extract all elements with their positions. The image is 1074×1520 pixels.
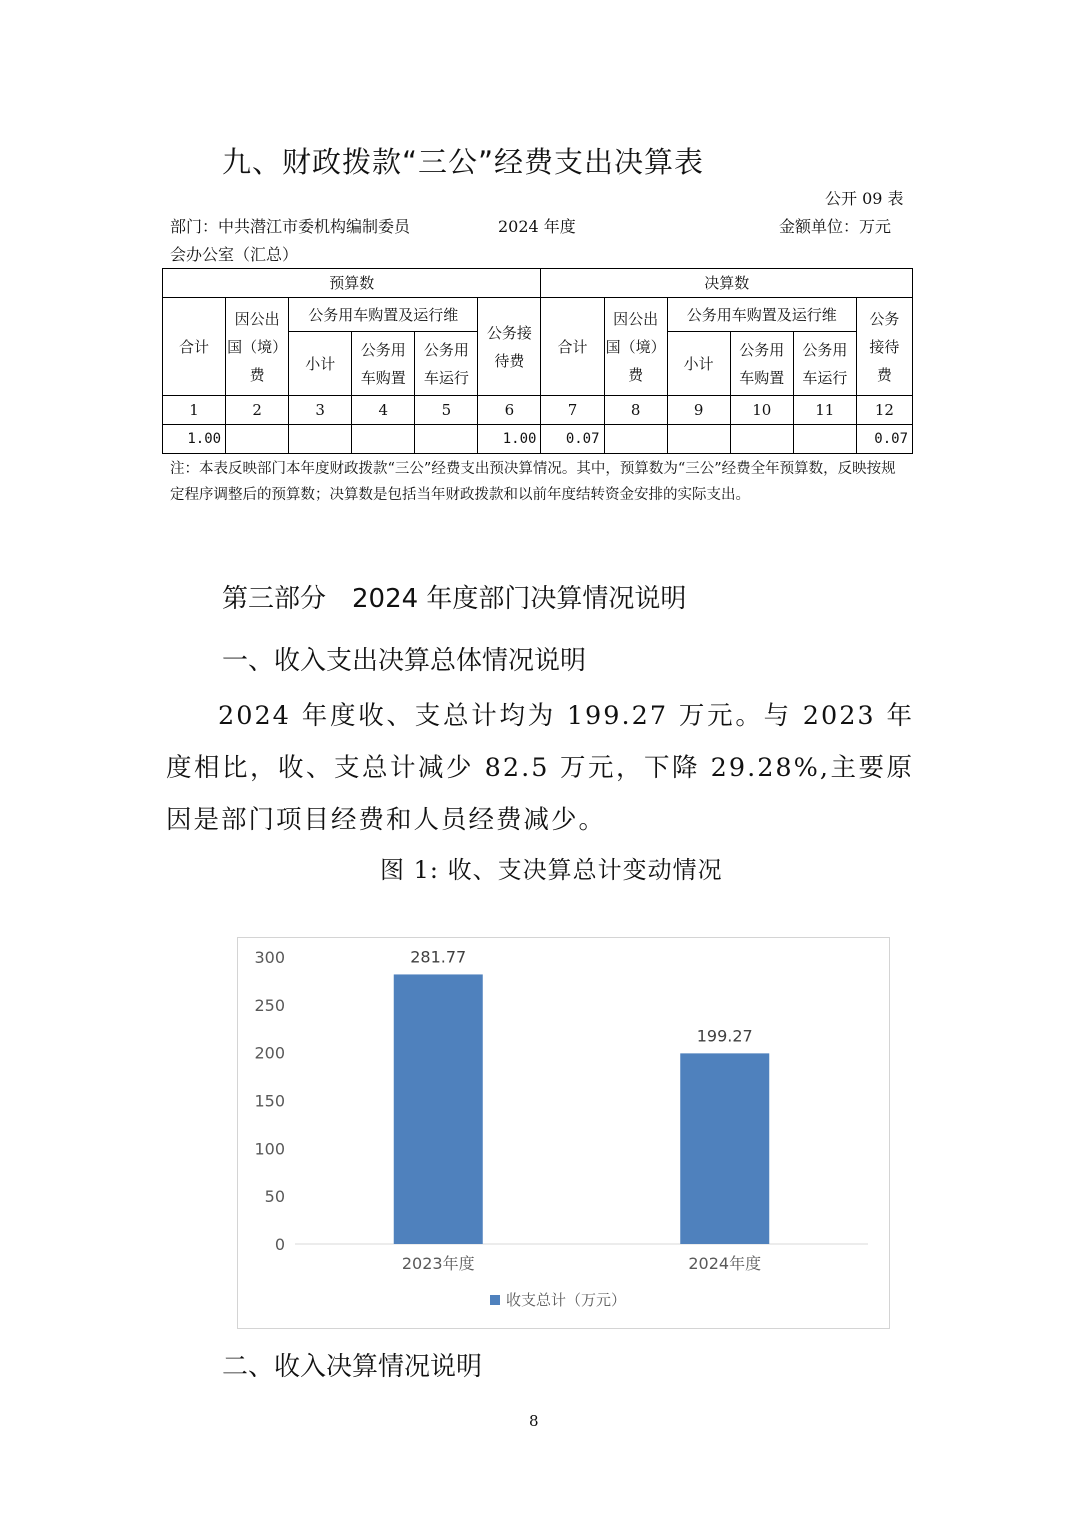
final-running-header bbox=[793, 332, 856, 396]
y-tick-label: 200 bbox=[254, 1043, 285, 1063]
table-cell: 0.07 bbox=[541, 425, 604, 454]
column-number-row bbox=[163, 396, 913, 425]
bar-1 bbox=[394, 974, 483, 1244]
header-line: 公务用 bbox=[360, 340, 406, 359]
budget-group-header: 预算数 bbox=[163, 269, 541, 298]
col-number: 6 bbox=[478, 396, 541, 425]
budget-abroad-header bbox=[226, 298, 289, 396]
budget-subtotal-header: 小计 bbox=[289, 332, 352, 396]
col-number: 10 bbox=[730, 396, 793, 425]
section-two-title: 二、收入决算情况说明 bbox=[222, 1352, 483, 1382]
table-cell: 0.07 bbox=[856, 425, 912, 454]
header-line: 国（境） bbox=[227, 337, 288, 356]
header-line: 费 bbox=[628, 365, 644, 384]
header-line: 费 bbox=[249, 365, 265, 384]
table-row bbox=[163, 425, 913, 454]
col-number: 12 bbox=[856, 396, 912, 425]
budget-purchase-header bbox=[352, 332, 415, 396]
page-number: 8 bbox=[529, 1412, 539, 1430]
col-number: 3 bbox=[289, 396, 352, 425]
col-number: 2 bbox=[226, 396, 289, 425]
y-tick-label: 0 bbox=[274, 1235, 285, 1254]
chart-frame bbox=[237, 937, 890, 1329]
department-line-2: 会办公室（汇总） bbox=[170, 245, 299, 264]
x-tick-label: 2024年度 bbox=[688, 1254, 762, 1273]
department-line-1: 部门：中共潜江市委机构编制委员 bbox=[170, 217, 411, 236]
col-number: 9 bbox=[667, 396, 730, 425]
header-line: 国（境） bbox=[605, 337, 666, 356]
report-year: 2024 年度 bbox=[498, 217, 576, 236]
table-cell: 1.00 bbox=[163, 425, 226, 454]
header-line: 公务用 bbox=[423, 340, 469, 359]
header-line: 公务用 bbox=[802, 340, 848, 359]
header-line: 车运行 bbox=[802, 368, 848, 387]
header-line: 车购置 bbox=[360, 368, 406, 387]
table-cell bbox=[730, 425, 793, 454]
budget-vehicle-header: 公务用车购置及运行维 bbox=[289, 298, 478, 332]
budget-reception-header bbox=[478, 298, 541, 396]
y-tick-label: 300 bbox=[254, 948, 285, 967]
y-tick-label: 100 bbox=[254, 1139, 285, 1159]
data-label: 199.27 bbox=[696, 1026, 753, 1046]
bar-chart bbox=[238, 938, 889, 1328]
header-line: 费 bbox=[876, 365, 892, 384]
table-cell bbox=[667, 425, 730, 454]
budget-total-header: 合计 bbox=[163, 298, 226, 396]
y-tick-label: 250 bbox=[254, 995, 285, 1015]
final-reception-header bbox=[856, 298, 912, 396]
header-line: 车购置 bbox=[739, 368, 785, 387]
table-cell bbox=[604, 425, 667, 454]
col-number: 7 bbox=[541, 396, 604, 425]
header-line: 因公出 bbox=[234, 309, 280, 328]
final-group-header: 决算数 bbox=[541, 269, 913, 298]
section-one-title: 一、收入支出决算总体情况说明 bbox=[222, 646, 587, 676]
final-abroad-header bbox=[604, 298, 667, 396]
col-number: 8 bbox=[604, 396, 667, 425]
section-one-paragraph bbox=[166, 690, 914, 846]
y-tick-label: 50 bbox=[264, 1187, 285, 1207]
figure-caption: 图 1: 收、支决算总计变动情况 bbox=[380, 856, 723, 884]
table-note: 注：本表反映部门本年度财政拨款“三公”经费支出预决算情况。其中，预算数为“三公”经费全年预算数，反映按规定程序调整后的预算数；决算数是包括当年财政拨款和以前年度结转资金安排的实际支出。 bbox=[170, 461, 896, 503]
final-total-header: 合计 bbox=[541, 298, 604, 396]
legend-swatch bbox=[490, 1295, 500, 1305]
header-line: 公务接 bbox=[486, 323, 532, 342]
paragraph-text: 2024 年度收、支总计均为 199.27 万元。与 2023 年度相比，收、支总计减少 82.5 万元，下降 29.28%,主要原因是部门项目经费和人员经费减少。 bbox=[166, 701, 914, 835]
budget-running-header bbox=[415, 332, 478, 396]
three-public-expense-table bbox=[162, 268, 913, 454]
amount-unit: 金额单位：万元 bbox=[779, 217, 892, 236]
col-number: 5 bbox=[415, 396, 478, 425]
header-line: 接待 bbox=[869, 337, 900, 356]
y-tick-label: 150 bbox=[254, 1091, 285, 1111]
x-tick-label: 2023年度 bbox=[401, 1254, 475, 1273]
table-cell bbox=[226, 425, 289, 454]
col-number: 1 bbox=[163, 396, 226, 425]
section-title: 九、财政拨款“三公”经费支出决算表 bbox=[222, 145, 705, 179]
header-line: 车运行 bbox=[423, 368, 469, 387]
final-vehicle-header: 公务用车购置及运行维 bbox=[667, 298, 856, 332]
bar-2 bbox=[680, 1053, 769, 1244]
table-cell bbox=[793, 425, 856, 454]
header-line: 待费 bbox=[494, 351, 525, 370]
header-line: 因公出 bbox=[613, 309, 659, 328]
part-three-title: 第三部分 2024 年度部门决算情况说明 bbox=[222, 584, 687, 614]
data-label: 281.77 bbox=[410, 947, 467, 967]
table-cell: 1.00 bbox=[478, 425, 541, 454]
final-purchase-header bbox=[730, 332, 793, 396]
table-cell bbox=[352, 425, 415, 454]
header-line: 公务 bbox=[869, 309, 900, 328]
legend-label: 收支总计（万元） bbox=[506, 1291, 627, 1309]
table-number: 公开 09 表 bbox=[825, 189, 904, 208]
table-cell bbox=[289, 425, 352, 454]
col-number: 11 bbox=[793, 396, 856, 425]
header-line: 公务用 bbox=[739, 340, 785, 359]
final-subtotal-header: 小计 bbox=[667, 332, 730, 396]
col-number: 4 bbox=[352, 396, 415, 425]
table-cell bbox=[415, 425, 478, 454]
